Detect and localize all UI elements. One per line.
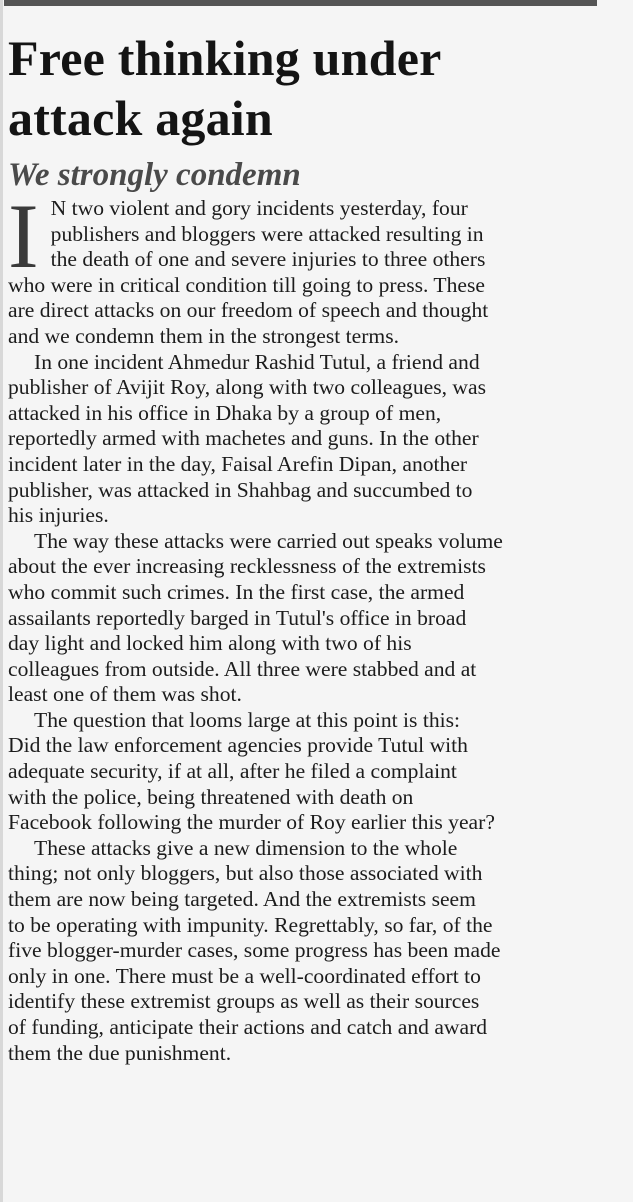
text-line: day light and locked him along with two of his [8, 631, 412, 656]
paragraph-3 [8, 529, 625, 708]
text-line: are direct attacks on our freedom of speech and thought [8, 298, 489, 323]
headline-line: attack again [8, 90, 273, 146]
text-line: These attacks give a new dimension to the whole [34, 835, 458, 860]
text-line: attacked in his office in Dhaka by a group of men, [8, 400, 442, 425]
top-rule-divider [4, 0, 597, 6]
paragraph-1 [8, 185, 625, 350]
subheadline: We strongly condemn [8, 157, 301, 193]
paragraph-2 [8, 350, 625, 529]
text-line: colleagues from outside. All three were stabbed and at [8, 656, 477, 681]
headline-line: Free thinking under [8, 30, 442, 86]
paragraph-5 [8, 836, 625, 1066]
text-line: five blogger-murder cases, some progress has been made [8, 938, 501, 963]
text-line: reportedly armed with machetes and guns. In the other [8, 426, 479, 451]
text-line: with the police, being threatened with death on [8, 784, 414, 809]
text-line: identify these extremist groups as well as their sources [8, 989, 480, 1014]
text-line: N two violent and gory incidents yesterday, four [50, 196, 468, 220]
text-line: The question that looms large at this point is this: [34, 707, 461, 732]
text-line: publishers and bloggers were attacked resulting in [50, 221, 484, 246]
text-line: of funding, anticipate their actions and catch and award [8, 1015, 488, 1039]
text-line: least one of them was shot. [8, 682, 242, 707]
text-line: publisher, was attacked in Shahbag and succumbed to [8, 477, 473, 502]
drop-cap: I [8, 185, 39, 287]
paragraph-4 [8, 708, 625, 836]
article-body [8, 185, 625, 1066]
text-line: publisher of Avijit Roy, along with two colleagues, was [8, 375, 486, 400]
page-edge [0, 0, 3, 1202]
text-line: The way these attacks were carried out speaks volume [34, 528, 503, 553]
text-line: thing; not only bloggers, but also those associated with [8, 861, 483, 886]
text-line: who commit such crimes. In the first case, the armed [8, 579, 465, 604]
text-line: to be operating with impunity. Regrettably, so far, of the [8, 912, 493, 937]
text-line: In one incident Ahmedur Rashid Tutul, a friend and [34, 349, 480, 374]
text-line: incident later in the day, Faisal Arefin Dipan, another [8, 451, 468, 476]
text-line: Did the law enforcement agencies provide Tutul with [8, 733, 468, 758]
text-line: who were in critical condition till going to press. These [8, 272, 485, 297]
text-line: adequate security, if at all, after he filed a complaint [8, 759, 457, 784]
text-line: assailants reportedly barged in Tutul's office in broad [8, 605, 467, 630]
text-line: and we condemn them in the strongest terms. [8, 323, 399, 348]
text-line: the death of one and severe injuries to three others [50, 247, 486, 272]
text-line: about the ever increasing recklessness of the extremists [8, 554, 486, 579]
text-line: them are now being targeted. And the extremists seem [8, 887, 476, 912]
headline [8, 0, 625, 148]
text-line: Facebook following the murder of Roy earlier this year? [8, 810, 495, 835]
text-line: his injuries. [8, 503, 109, 528]
text-line: only in one. There must be a well-coordinated effort to [8, 963, 481, 988]
text-line: them the due punishment. [8, 1040, 232, 1065]
